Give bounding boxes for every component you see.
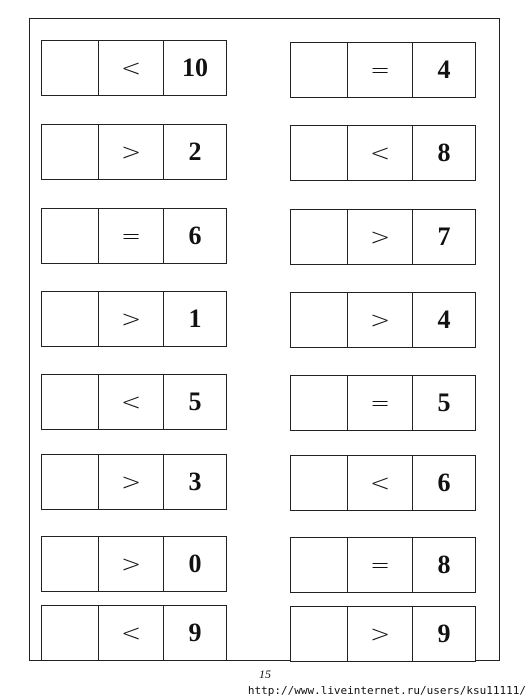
comparison-row-right-5 [290, 375, 476, 431]
answer-box[interactable] [291, 43, 347, 97]
comparison-row-left-7 [41, 536, 227, 592]
comparison-sign: > [347, 210, 412, 264]
comparison-number: 10 [163, 41, 226, 95]
comparison-row-right-7 [290, 537, 476, 593]
comparison-row-left-6 [41, 454, 227, 510]
comparison-row-left-1 [41, 40, 227, 96]
comparison-sign: < [98, 375, 163, 429]
comparison-sign: < [98, 41, 163, 95]
answer-box[interactable] [291, 538, 347, 592]
comparison-sign: > [98, 125, 163, 179]
comparison-row-left-4 [41, 291, 227, 347]
comparison-row-left-2 [41, 124, 227, 180]
comparison-number: 4 [412, 293, 475, 347]
comparison-row-right-2 [290, 125, 476, 181]
comparison-row-left-3 [41, 208, 227, 264]
answer-box[interactable] [42, 41, 98, 95]
comparison-row-left-5 [41, 374, 227, 430]
answer-box[interactable] [291, 210, 347, 264]
comparison-number: 6 [412, 456, 475, 510]
answer-box[interactable] [42, 125, 98, 179]
comparison-number: 8 [412, 126, 475, 180]
comparison-sign: < [98, 606, 163, 660]
comparison-sign: > [98, 292, 163, 346]
comparison-number: 7 [412, 210, 475, 264]
answer-box[interactable] [42, 375, 98, 429]
comparison-number: 1 [163, 292, 226, 346]
comparison-sign: > [347, 607, 412, 661]
comparison-sign: = [347, 43, 412, 97]
comparison-sign: = [347, 376, 412, 430]
answer-box[interactable] [291, 376, 347, 430]
comparison-row-right-4 [290, 292, 476, 348]
comparison-number: 0 [163, 537, 226, 591]
answer-box[interactable] [291, 456, 347, 510]
answer-box[interactable] [42, 606, 98, 660]
watermark-url: http://www.liveinternet.ru/users/ksu11111/ [247, 684, 526, 697]
answer-box[interactable] [42, 209, 98, 263]
comparison-sign: = [98, 209, 163, 263]
comparison-row-left-8 [41, 605, 227, 661]
comparison-row-right-3 [290, 209, 476, 265]
comparison-number: 6 [163, 209, 226, 263]
answer-box[interactable] [291, 293, 347, 347]
comparison-sign: < [347, 126, 412, 180]
comparison-row-right-1 [290, 42, 476, 98]
comparison-sign: = [347, 538, 412, 592]
comparison-sign: > [98, 537, 163, 591]
comparison-number: 3 [163, 455, 226, 509]
comparison-number: 8 [412, 538, 475, 592]
comparison-sign: < [347, 456, 412, 510]
page-number: 15 [259, 667, 271, 681]
comparison-sign: > [98, 455, 163, 509]
comparison-row-right-6 [290, 455, 476, 511]
comparison-number: 5 [163, 375, 226, 429]
comparison-number: 9 [412, 607, 475, 661]
answer-box[interactable] [291, 126, 347, 180]
comparison-number: 5 [412, 376, 475, 430]
comparison-sign: > [347, 293, 412, 347]
answer-box[interactable] [42, 292, 98, 346]
comparison-number: 2 [163, 125, 226, 179]
comparison-row-right-8 [290, 606, 476, 662]
answer-box[interactable] [291, 607, 347, 661]
answer-box[interactable] [42, 537, 98, 591]
comparison-number: 9 [163, 606, 226, 660]
comparison-number: 4 [412, 43, 475, 97]
answer-box[interactable] [42, 455, 98, 509]
